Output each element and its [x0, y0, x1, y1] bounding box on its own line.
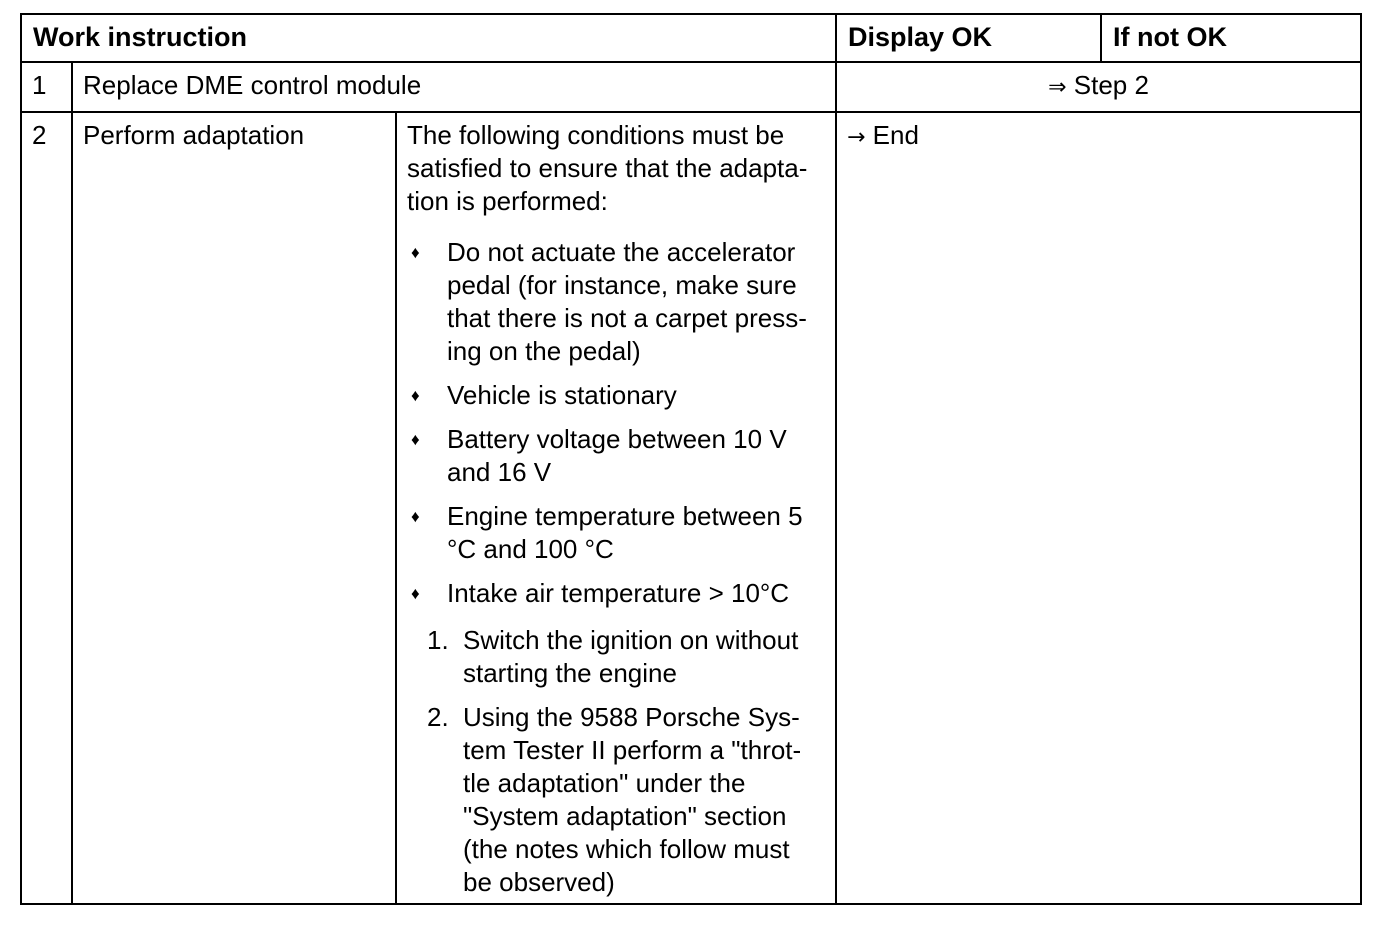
right-arrow-icon: → — [847, 125, 866, 150]
step-instruction: Replace DME control module — [72, 62, 836, 112]
conditions-list — [407, 236, 819, 610]
list-item: ♦ Do not actuate the accelerator pedal (for instance, make sure that there is not a carpet press-ing on the pedal) — [411, 237, 807, 366]
list-item: ♦ Intake air temperature > 10°C — [411, 578, 790, 608]
table-row — [21, 112, 1361, 904]
diamond-bullet-icon: ♦ — [411, 507, 420, 526]
step-result — [836, 62, 1361, 112]
list-item: ♦ Battery voltage between 10 V and 16 V — [411, 424, 787, 487]
list-item: ♦ Engine temperature between 5 °C and 100 °C — [411, 501, 803, 564]
procedure-steps — [407, 624, 819, 899]
step-instruction: Perform adaptation — [72, 112, 396, 904]
header-work-instruction: Work instruction — [21, 14, 836, 62]
list-item: 1. Switch the ignition on without starting the engine — [427, 625, 799, 688]
display-ok-result — [836, 112, 1361, 904]
step-result-text: Step 2 — [1073, 70, 1149, 100]
header-display-ok: Display OK — [836, 14, 1101, 62]
double-arrow-icon: ⇒ — [1048, 75, 1067, 100]
step-number: 2 — [21, 112, 72, 904]
diamond-bullet-icon: ♦ — [411, 430, 420, 449]
list-item: ♦ Vehicle is stationary — [411, 380, 677, 410]
header-if-not-ok: If not OK — [1101, 14, 1361, 62]
header-row — [21, 14, 1361, 62]
table-row — [21, 62, 1361, 112]
display-ok-text: End — [872, 120, 919, 150]
list-item: 2. Using the 9588 Porsche Sys-tem Tester II perform a "throt-tle adaptation" under the "System adaptation" section (the notes which follow must be observed) — [427, 702, 802, 897]
conditions-intro: The following conditions must be satisfied to ensure that the adapta-tion is performed: — [407, 120, 808, 216]
diamond-bullet-icon: ♦ — [411, 243, 420, 262]
diamond-bullet-icon: ♦ — [411, 584, 420, 603]
diamond-bullet-icon: ♦ — [411, 386, 420, 405]
work-instruction-table — [20, 13, 1362, 905]
conditions-cell — [396, 112, 836, 904]
step-number: 1 — [21, 62, 72, 112]
